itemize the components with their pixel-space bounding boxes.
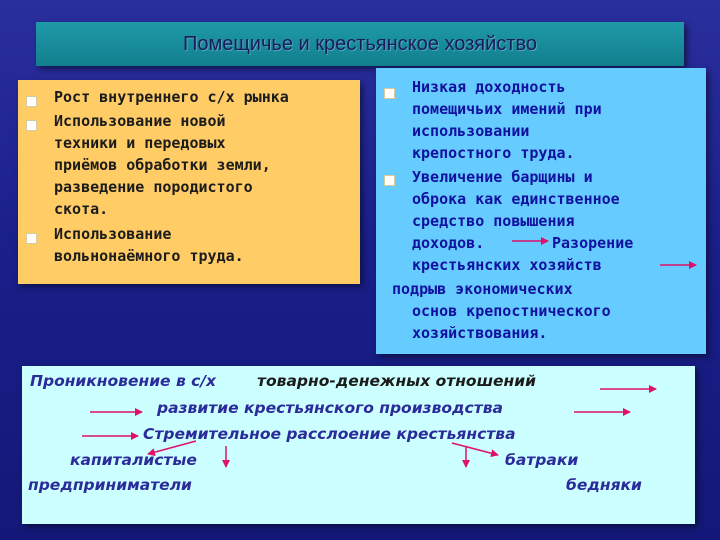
bottom-line-2: развитие крестьянского производства — [157, 399, 503, 417]
arrow-icon — [452, 443, 498, 455]
arrow-icon — [148, 441, 196, 454]
bottom-line-3: Стремительное расслоение крестьянства — [143, 425, 516, 443]
left-line: Использование новой — [54, 112, 226, 130]
right-line: крестьянских хозяйств — [412, 256, 602, 274]
right-line: помещичьих имений при — [412, 100, 602, 118]
left-line: разведение породистого — [54, 178, 253, 196]
left-line: приёмов обработки земли, — [54, 156, 271, 174]
laborers-label: батраки — [505, 451, 579, 469]
entrepreneurs-label: предприниматели — [28, 476, 192, 494]
poor-label: бедняки — [566, 476, 642, 494]
capitalists-label: капиталистые — [70, 451, 197, 469]
left-line: Рост внутреннего с/х рынка — [54, 88, 289, 106]
right-line: крепостного труда. — [412, 144, 575, 162]
bottom-line-1b: товарно-денежных отношений — [257, 372, 536, 390]
bottom-line-1a: Проникновение в с/х — [30, 372, 217, 390]
left-line: техники и передовых — [54, 134, 226, 152]
right-line: доходов. — [412, 234, 485, 252]
right-line: основ крепостнического — [412, 302, 611, 320]
right-line: использовании — [412, 122, 530, 140]
right-line: Низкая доходность — [412, 78, 566, 96]
right-line: подрыв экономических — [392, 280, 573, 298]
right-line: оброка как единственное — [412, 190, 620, 208]
left-line: Использование — [54, 225, 172, 243]
left-line: вольнонаёмного труда. — [54, 247, 244, 265]
slide-title: Помещичье и крестьянское хозяйство — [182, 32, 537, 55]
right-line: средство повышения — [412, 212, 575, 230]
left-line: скота. — [54, 200, 109, 218]
right-line: хозяйствования. — [412, 324, 548, 342]
right-line: Разорение — [552, 234, 634, 252]
right-line: Увеличение барщины и — [412, 168, 593, 186]
